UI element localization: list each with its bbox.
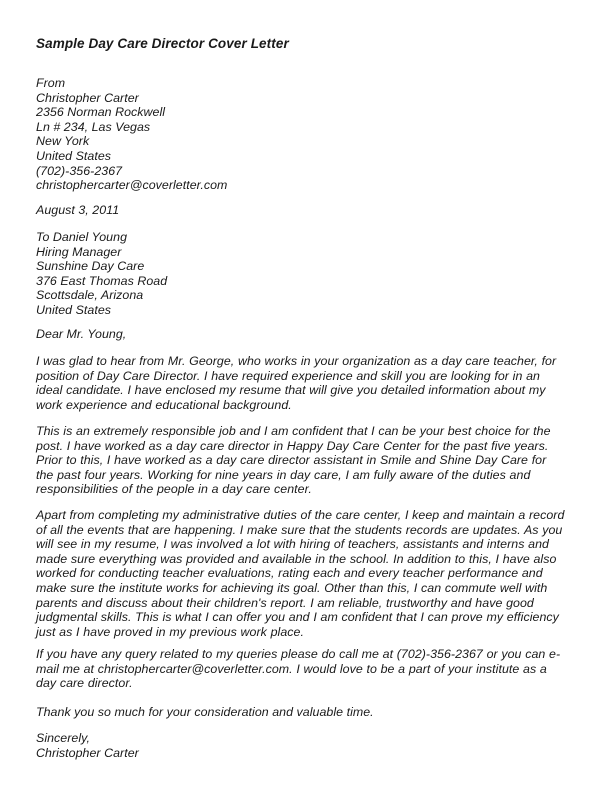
recipient-street: 376 East Thomas Road xyxy=(36,273,168,288)
recipient-address-block xyxy=(36,230,566,318)
recipient-company: Sunshine Day Care xyxy=(36,259,145,274)
recipient-city-state: Scottsdale, Arizona xyxy=(36,288,144,303)
recipient-name: To Daniel Young xyxy=(36,230,128,244)
document-title: Sample Day Care Director Cover Letter xyxy=(36,36,289,51)
signature-name: Christopher Carter xyxy=(36,745,139,760)
recipient-position: Hiring Manager xyxy=(36,244,122,259)
sender-street: 2356 Norman Rockwell xyxy=(36,105,166,120)
body-paragraph-3: Apart from completing my administrative duties of the care center, I keep and maintain a record of all the events that are happening. I make sure that the students records are updates. As you will see in my resume, I was involved a lot with hiring of teachers, assistants and interns and made sure everything was provided and available in the school. In addition to this, I have also worked for conducting teacher evaluations, rating each and every teacher performance and make sure the institute works for achieving its goal. Other than this, I can commute well with parents and discuss about their children's report. I am reliable, trustworthy and have good judgmental skills. This is what I can offer you and I am confident that I can prove my efficiency just as I have proved in my previous work place. xyxy=(36,508,565,639)
sender-state: New York xyxy=(36,134,90,149)
sender-country: United States xyxy=(36,148,112,163)
sender-name: Christopher Carter xyxy=(36,90,139,105)
sender-phone: (702)-356-2367 xyxy=(36,163,123,178)
salutation: Dear Mr. Young, xyxy=(36,327,127,341)
letter-date: August 3, 2011 xyxy=(36,203,120,217)
from-label: From xyxy=(36,76,66,90)
body-paragraph-1: I was glad to hear from Mr. George, who works in your organization as a day care teacher, for position of Day Care Director. I have required experience and skill you are looking for in an ideal candidate. I have enclosed my resume that will give you detailed information about my work experience and educational background. xyxy=(36,354,557,412)
closing-block xyxy=(36,731,566,760)
body-paragraph-2: This is an extremely responsible job and I am confident that I can be your best choice for the post. I have worked as a day care director in Happy Day Care Center for the past five years. Prior to this, I have worked as a day care director assistant in Smile and Shine Day Care for the past four years. Working for nine years in day care, I am fully aware of the duties and responsibilities of the people in a day care center. xyxy=(36,424,551,497)
body-paragraph-4: If you have any query related to my queries please do call me at (702)-356-2367 or you can e-mail me at christophercarter@coverletter.com. I would love to be a part of your institute as a day care director. xyxy=(36,647,561,691)
recipient-country: United States xyxy=(36,302,112,317)
thanks-line: Thank you so much for your consideration and valuable time. xyxy=(36,705,374,719)
sender-email: christophercarter@coverletter.com xyxy=(36,178,228,193)
sender-unit-city: Ln # 234, Las Vegas xyxy=(36,119,151,134)
valediction: Sincerely, xyxy=(36,731,90,745)
sender-address-block xyxy=(36,76,566,193)
